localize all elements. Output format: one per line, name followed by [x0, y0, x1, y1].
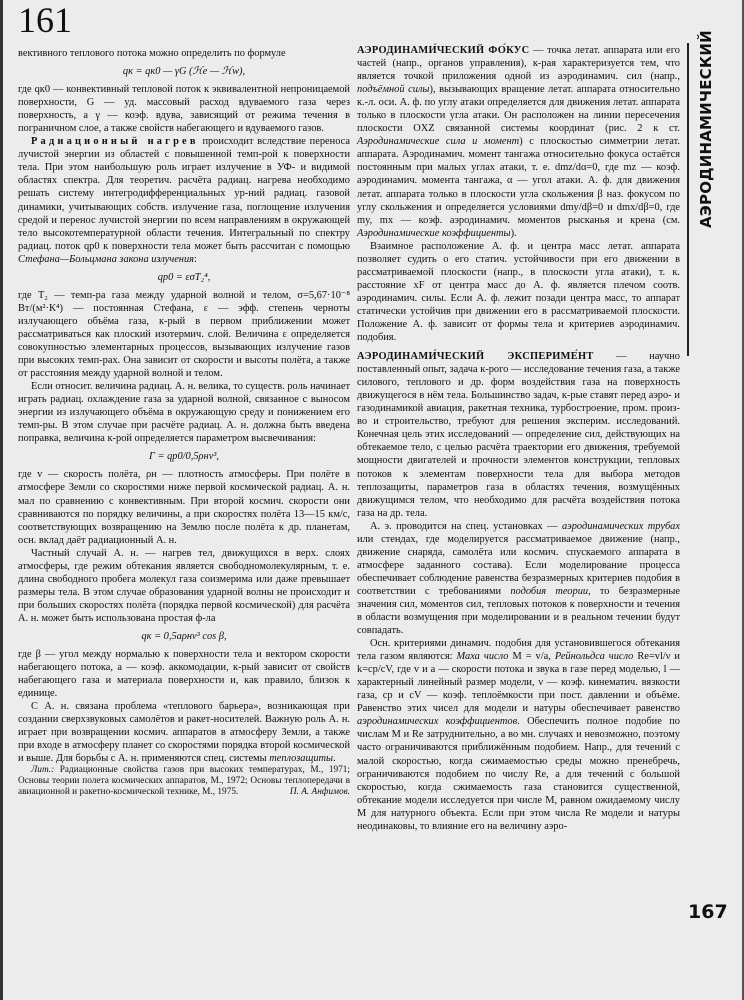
cross-ref-link[interactable]: подобия теории — [510, 585, 589, 597]
page-number-bottom: 167 — [688, 901, 728, 923]
paragraph-text: Осн. критериями динамич. подобия для установившегося обтекания тела газом являются: — [357, 638, 680, 663]
cross-ref-link[interactable]: Аэродинамические сила и момент — [357, 136, 520, 148]
cross-ref-link[interactable]: аэродинамических трубах — [561, 520, 680, 532]
paragraph-text: Re=vl/ν и k=cp/cV, где v и a — скорости потока и звука в газе перед моделью, l — характерный линейный размер модели, ν — коэф. кинематич. вязкости газа, cp и cV — коэф. теплоёмкости при пост. давлении и объёме. Равенство этих чисел для модели и натуры обеспечивает равенство — [357, 651, 680, 715]
paragraph: где qк0 — конвективный тепловой поток к эквивалентной непроницаемой поверхности, G — уд. массовый расход вдуваемого газа через поверхность, а γ — коэф. вдува, зависящий от режима течения в пограничном слое, а также свойств набегающего и вдуваемого газов. — [18, 84, 350, 135]
punct: . — [333, 753, 336, 765]
article-aerodynamic-focus — [357, 44, 680, 240]
paragraph-text: — точка летат. аппарата или его частей (напр., органов управления), к-рая характеризуется тем, что является точкой приложения одной из аэродинамич. сил (напр., — [357, 45, 680, 83]
article-heading: АЭРОДИНАМИ́ЧЕСКИЙ ФО́КУС — [357, 45, 530, 56]
paragraph: вективного теплового потока можно определить по формуле — [18, 48, 286, 59]
paragraph — [357, 637, 680, 833]
paragraph-text: А. э. проводится на спец. установках — — [370, 520, 562, 532]
paragraph: где β — угол между нормалью к поверхности тела и вектором скорости набегающего потока, a — коэф. аккомодации, к-рый зависит от свойств набегающего газа и материала поверхности и, как правило, близок к единице. — [18, 649, 350, 700]
formula-free-molecular: qк = 0,5aρнv³ cos β, — [141, 630, 227, 642]
punct: ). — [510, 227, 517, 239]
page-number-top: 161 — [18, 0, 72, 40]
paragraph: где v — скорость полёта, ρн — плотность атмосферы. При полёте в атмосфере Земли со скоростями ниже первой космической радиац. А. н. мал по сравнению с конвективным. При второй космич. скорости они сравниваются по порядку величины, а при скоростях полёта 13—15 км/с, соответствующих возвращению на Землю после полёта к др. планетам, осн. вклад даёт радиационный А. н. — [18, 469, 350, 546]
paragraph-text: M = v/a, — [508, 651, 555, 663]
paragraph-text: — научно поставленный опыт, задача к-рого — исследование течения газа, а также силового, теплового и др. форм воздействия газа на поверхность движущегося в нём тела. Большинство задач, к-рые ставят перед аэро- и газодинамикой авиация, ракетная техника, турбостроение, пром. произ-во и строительство, требуют для решения эксперим. исследований. Конечная цель этих исследований — определение сил, действующих на обтекаемое тело, с целью расчёта траектории его движения, требуемой мощности двигателей и прочности элементов конструкции, тепловых потоков к элементам поверхности тела для выбора методов теплозащиты, параметров газа в областях течения, возмущённых движущимся телом, что необходимо для расчёта воздействия потока газа на др. тела. — [357, 351, 680, 519]
formula-gamma: Γ = qр0/0,5ρнv³, — [148, 451, 220, 463]
paragraph — [357, 520, 680, 637]
cross-ref-link[interactable]: Маха число — [456, 651, 509, 663]
paragraph-text: или стендах, где моделируется рассматриваемое движение (напр., движение снаряда, самолёта или космич. спускаемого аппарата в атмосфере заданного состава). Если моделирование процесса обеспечивает соблюдение равенства безразмерных критериев подобия в соответствии с требованиями — [357, 533, 680, 597]
paragraph-text: , то безразмерные значения сил, моментов сил, тепловых потоков к поверхности и течения в области возмущения при моделировании и в реальном течении будут совпадать. — [357, 585, 680, 637]
cross-ref-link[interactable]: подъёмной силы — [357, 84, 430, 96]
paragraph-text: ), вызывающих вращение летат. аппарата относительно к.-л. оси. А. ф. по углу атаки определяется для движения летат. аппарата только в плоскости угла атаки. Он расположен на линии пересечения плоскости OXZ связанной системы координат (рис. 2 к ст. — [357, 84, 680, 135]
left-column — [18, 47, 350, 798]
paragraph-text: . Обеспечить полное подобие по числам M и Re затруднительно, а во мн. случаях и невозможно, поэтому часто ограничиваются приближённым подобием. Напр., для течений с малой скоростью, когда сжимаемостью среды можно пренебречь, ограничиваются подобием по числу Re, а для течений с большой скоростью, когда сжимаемость газа становится существенной, обтекание модели исследуется при числе M, равном ожидаемому числу M для натурного объекта. Если при этом числа Re модели и натуры неодинаковы, то влияние его на величину аэро- — [357, 716, 680, 832]
article-heading: АЭРОДИНАМИ́ЧЕСКИЙ ЭКСПЕРИМЕ́НТ — [357, 351, 594, 363]
paragraph: Взаимное расположение А. ф. и центра масс летат. аппарата позволяет судить о его статич. устойчивости при его движении в рассматриваемой плоскости (напр., в плоскости угла атаки), т. к. расстояние xF от центра масс до А. ф. является плечом соотв. аэродинамич. силы. Если А. ф. лежит позади центра масс, то аппарат статически устойчив при движении его в рассматриваемой плоскости. Положение А. ф. зависит от формы тела и критериев аэродинамич. подобия. — [357, 240, 680, 344]
paragraph: Частный случай А. н. — нагрев тел, движущихся в верх. слоях атмосферы, где режим обтекания является свободномолекулярным, т. е. длина свободного пробега молекул газа соизмерима или даже превышает размеры тела. В этом случае образования ударной волны не происходит и при больших скоростях полёта (порядка первой космической) для расчёта А. н. может быть использована простая ф-ла — [18, 547, 350, 624]
cross-ref-link[interactable]: Рейнольдса число — [554, 651, 634, 663]
running-head-vertical: АЭРОДИНАМИЧЕСКИЙ — [697, 30, 715, 228]
paragraph-thermal-barrier — [18, 700, 350, 765]
scan-edge-left — [0, 0, 3, 1000]
paragraph-radiative — [18, 135, 350, 265]
formula-convective: qк = qк0 — γG (ℋe — ℋw), — [122, 66, 246, 78]
paragraph: Если относит. величина радиац. А. н. велика, то существ. роль начинает играть радиац. охлаждение газа за ударной волной, связанное с выносом энергии из излучающего объёма в окружающую среду и понижением его темп-ры. В этом случае при расчёте радиац. А. н. должна быть введена поправка, величина к-рой определяется параметром высвечивания: — [18, 381, 350, 445]
paragraph-text: происходит вследствие переноса лучистой энергии из областей с повышенной темп-рой к поверхности тела. При этом наибольшую роль играет излучение в УФ- и видимой областях спектра. Для теоретич. расчёта радиац. нагрева необходимо решать систему интегродифференциальных ур-ний радиац. газовой динамики, учитывающих собств. излучение газа, поглощение излучения средой и перенос лучистой энергии по всем направлениям в окружающей тело высокотемпературной области течения. Интегральный по спектру радиац. поток qр0 к поверхности тела может быть рассчитан с помощью — [18, 136, 350, 252]
punct: : — [194, 253, 197, 265]
literature-label: Лит.: — [31, 765, 55, 776]
term-radiative-heating: Радиационный нагрев — [31, 136, 199, 148]
side-rule — [687, 43, 689, 356]
literature — [18, 765, 350, 798]
cross-ref-link[interactable]: теплозащиты — [269, 753, 334, 765]
cross-ref-link[interactable]: Стефана—Больцмана закона излучения — [18, 253, 194, 265]
paragraph: где T₂ — темп-ра газа между ударной волной и телом, σ=5,67·10⁻⁸ Вт/(м²·К⁴) — постоянная Стефана, ε — эфф. степень черноты излучающего объёма газа, к-рый в первом приближении может рассматриваться как плоский изотермич. слой. Величина ε определяется совокупностью элементарных процессов, вызывающих излучение газов при высоких темп-рах. Она зависит от скорости и высоты полёта, а также от расстояния между ударной волной и телом. — [18, 289, 350, 380]
article-aerodynamic-experiment — [357, 350, 680, 520]
formula-stefan: qр0 = εσT₂⁴, — [157, 271, 211, 283]
literature-text: Радиационные свойства газов при высоких температурах, М., 1971; Основы теории полета космических аппаратов, М., 1972; Основы теплопередачи в авиационной и ракетно-космической технике, М., 1975. — [18, 765, 350, 798]
paragraph-text: ) с плоскостью симметрии летат. аппарата. Аэродинамич. момент тангажа относительно фокуса остаётся постоянным при малых углах атаки, т. е. dmz/dα=0, где mz — коэф. аэродинамич. момента тангажа, α — угол атаки. А. ф. для движения летат. аппарата только в плоскости угла скольжения β наз. фокусом по углу скольжения и определяется условиями dmy/dβ=0 и dmx/dβ=0, где my, mx — коэф. аэродинамич. моментов рысканья и крена (см. — [357, 136, 680, 226]
cross-ref-link[interactable]: Аэродинамические коэффициенты — [357, 227, 511, 239]
author: П. А. Анфимов. — [289, 787, 350, 798]
cross-ref-link[interactable]: аэродинамических коэффициентов — [357, 716, 518, 728]
paragraph-text: С А. н. связана проблема «теплового барьера», возникающая при создании сверхзвуковых самолётов и ракет-носителей. Важную роль А. н. играет при возвращении космич. аппаратов в атмосферу Земли, а также при входе в атмосферу планет со скоростями порядка второй космической и выше. Для борьбы с А. н. применяются спец. системы — [18, 701, 350, 765]
right-column — [357, 44, 680, 833]
